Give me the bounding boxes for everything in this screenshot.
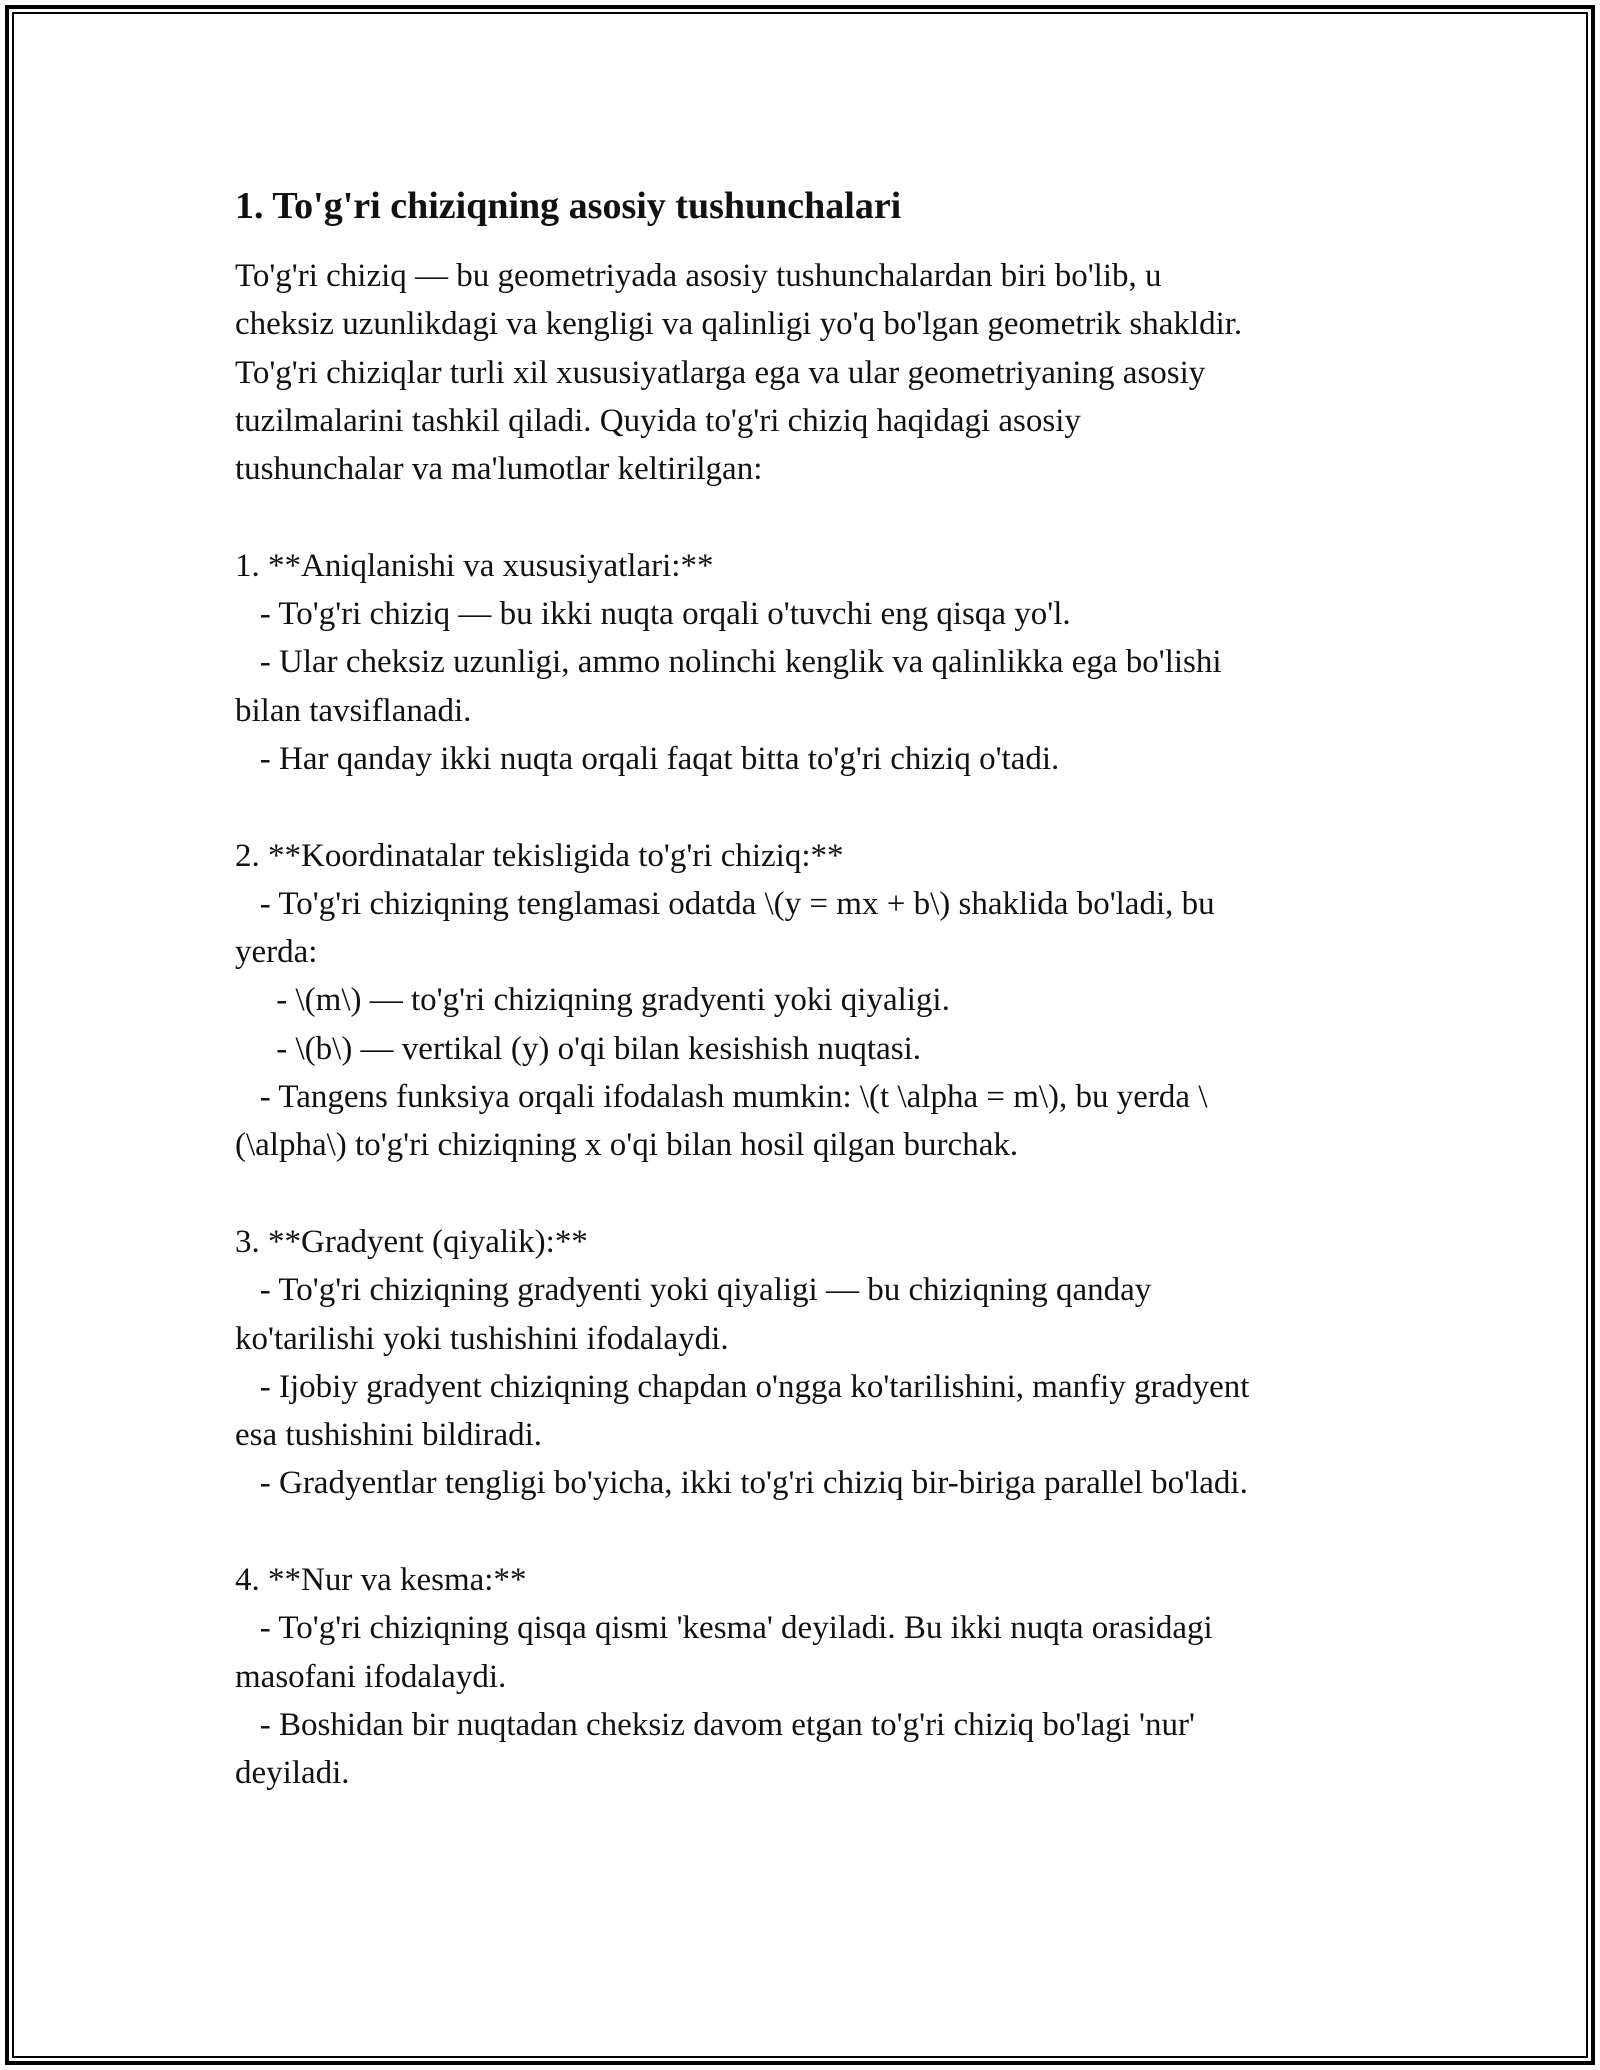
document-body: To'g'ri chiziq — bu geometriyada asosiy tushunchalardan biri bo'lib, u cheksiz uzunlikdagi va kengligi va qalinligi yo'q bo'lgan geometrik shakldir. To'g'ri chiziqlar turli xil xususiyatlarga ega va ular geometriyaning asosiy tuzilmalarini tashkil qiladi. Quyida to'g'ri chiziq haqidagi asosiy tushunchalar va ma'lumotlar keltirilgan: 1. **Aniqlanishi va xususiyatlari:** - To'g'ri chiziq — bu ikki nuqta orqali o'tuvchi eng qisqa yo'l. - Ular cheksiz uzunligi, ammo nolinchi kenglik va qalinlikka ega bo'lishi bilan tavsiflanadi. - Har qanday ikki nuqta orqali faqat bitta to'g'ri chiziq o'tadi. 2. **Koordinatalar tekisligida to'g'ri chiziq:** - To'g'ri chiziqning tenglamasi odatda \(y = mx + b\) shaklida bo'ladi, bu yerda: - \(m\) — to'g'ri chiziqning gradyenti yoki qiyaligi. - \(b\) — vertikal (y) o'qi bilan kesishish nuqtasi. - Tangens funksiya orqali ifodalash mumkin: \(t \alpha = m\), bu yerda \ (\alpha\) to'g'ri chiziqning x o'qi bilan hosil qilgan burchak. 3. **Gradyent (qiyalik):** - To'g'ri chiziqning gradyenti yoki qiyaligi — bu chiziqning qanday ko'tarilishi yoki tushishini ifodalaydi. - Ijobiy gradyent chiziqning chapdan o'ngga ko'tarilishini, manfiy gradyent esa tushishini bildiradi. - Gradyentlar tengligi bo'yicha, ikki to'g'ri chiziq bir-biriga parallel bo'ladi. 4. **Nur va kesma:** - To'g'ri chiziqning qisqa qismi 'kesma' deyiladi. Bu ikki nuqta orasidagi masofani ifodalaydi. - Boshidan bir nuqtadan cheksiz davom etgan to'g'ri chiziq bo'lagi 'nur' deyiladi. <box>235 258 1250 1792</box>
document-content <box>235 182 1385 1798</box>
document-title: 1. To'g'ri chiziqning asosiy tushunchalari <box>235 185 902 227</box>
